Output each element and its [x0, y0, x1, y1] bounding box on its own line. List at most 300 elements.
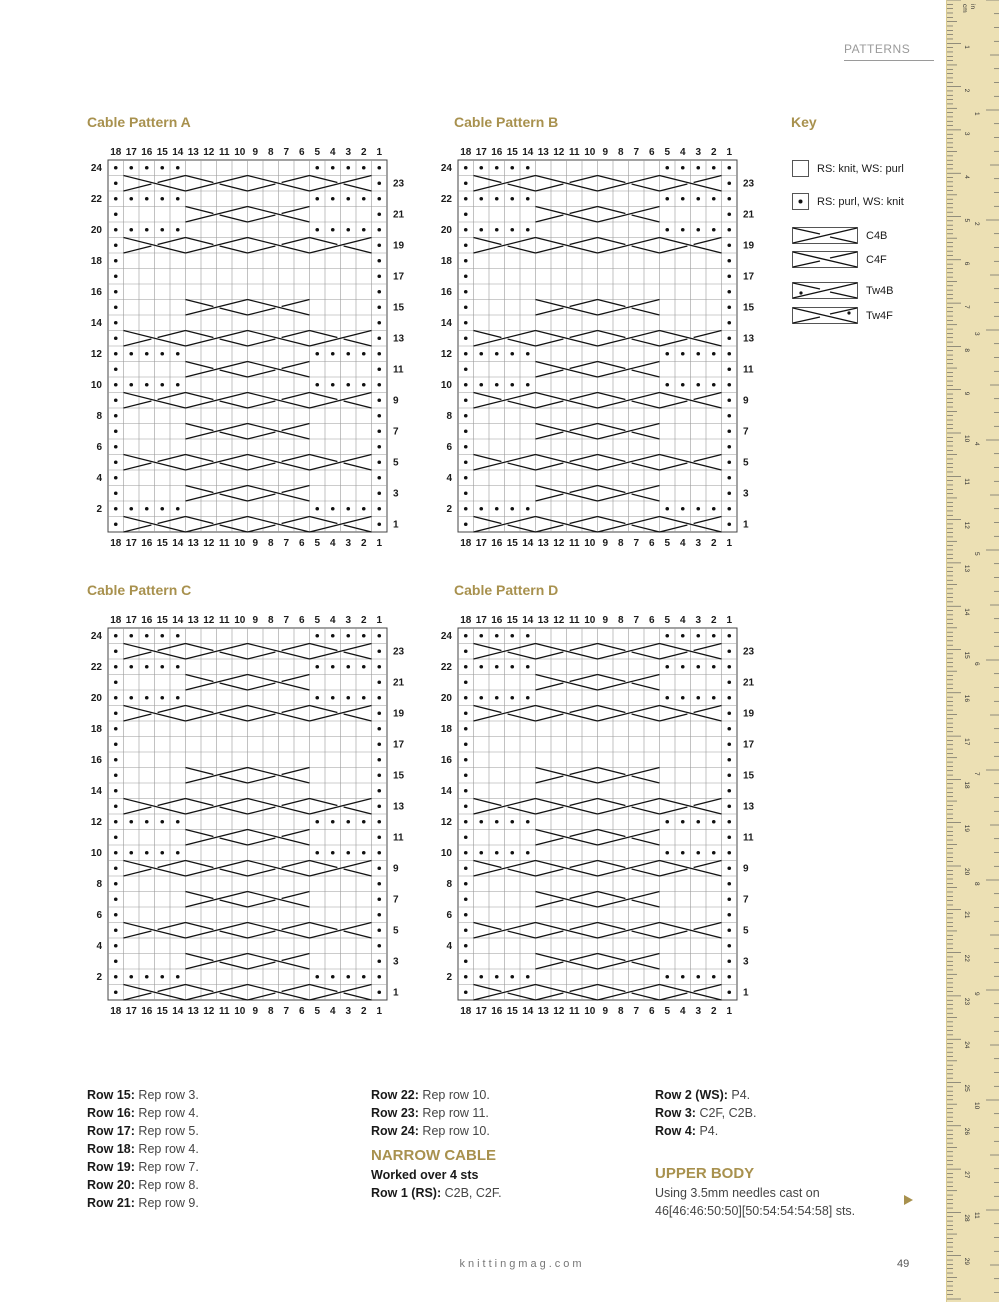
purl-dot [346, 352, 350, 356]
ruler-cm-label: 11 [963, 478, 970, 486]
purl-dot [526, 507, 530, 511]
purl-dot [114, 305, 118, 309]
ruler-inch-label: 5 [973, 552, 980, 556]
purl-dot [727, 649, 731, 653]
column-number: 1 [726, 1006, 733, 1017]
purl-dot [727, 522, 731, 526]
column-number: 7 [633, 538, 640, 549]
purl-dot [464, 290, 468, 294]
row-number: 12 [90, 816, 102, 828]
purl-dot [176, 383, 180, 387]
purl-dot [464, 429, 468, 433]
purl-dot [331, 851, 335, 855]
row-number: 13 [743, 801, 755, 813]
purl-dot [510, 665, 514, 669]
purl-dot [464, 773, 468, 777]
row-number: 21 [393, 677, 405, 689]
purl-dot [377, 897, 381, 901]
purl-dot [479, 820, 483, 824]
purl-dot [377, 321, 381, 325]
column-number: 10 [584, 615, 596, 626]
purl-dot [727, 383, 731, 387]
column-number: 2 [710, 538, 717, 549]
purl-dot [464, 445, 468, 449]
purl-dot [696, 228, 700, 232]
row-number: 21 [393, 209, 405, 221]
instruction-row: Row 22: Rep row 10. [371, 1088, 490, 1102]
column-number: 8 [617, 147, 624, 158]
purl-dot [510, 851, 514, 855]
purl-dot [377, 212, 381, 216]
column-number: 11 [218, 147, 230, 158]
column-number: 3 [695, 538, 702, 549]
purl-dot [145, 820, 149, 824]
row-number: 8 [446, 410, 452, 422]
purl-dot [315, 352, 319, 356]
purl-dot [346, 975, 350, 979]
purl-dot [696, 665, 700, 669]
column-number: 8 [267, 615, 274, 626]
purl-dot [114, 429, 118, 433]
purl-dot [479, 975, 483, 979]
instructions-col-1 [87, 1086, 199, 1212]
purl-dot [479, 665, 483, 669]
purl-dot [114, 398, 118, 402]
purl-dot [727, 212, 731, 216]
purl-dot [377, 944, 381, 948]
purl-dot [464, 742, 468, 746]
ruler-cm-label: 5 [963, 218, 970, 223]
purl-dot [377, 228, 381, 232]
purl-dot [727, 680, 731, 684]
purl-dot [727, 336, 731, 340]
row-number: 20 [440, 224, 452, 236]
column-number: 8 [617, 615, 624, 626]
purl-dot [464, 975, 468, 979]
purl-dot [129, 975, 133, 979]
purl-dot [114, 804, 118, 808]
purl-dot [727, 866, 731, 870]
purl-dot [362, 975, 366, 979]
purl-dot [464, 259, 468, 263]
column-number: 12 [203, 147, 215, 158]
purl-dot [315, 696, 319, 700]
row-number: 7 [743, 894, 749, 906]
purl-dot [727, 243, 731, 247]
purl-dot [727, 882, 731, 886]
ruler-cm-label: 1 [963, 45, 970, 49]
purl-dot [377, 398, 381, 402]
purl-dot [176, 820, 180, 824]
page-number: 49 [897, 1258, 910, 1270]
column-number: 12 [553, 538, 565, 549]
purl-dot [696, 975, 700, 979]
ruler-cm-label: 15 [963, 651, 970, 659]
row-number: 1 [743, 987, 749, 999]
row-number: 16 [90, 754, 102, 766]
column-number: 13 [537, 615, 549, 626]
row-number: 1 [393, 519, 399, 531]
column-number: 8 [267, 538, 274, 549]
purl-dot [114, 507, 118, 511]
purl-dot [727, 835, 731, 839]
purl-dot [362, 166, 366, 170]
ruler-inch-label: 2 [973, 222, 980, 226]
purl-dot [362, 507, 366, 511]
purl-dot [160, 507, 164, 511]
column-number: 16 [491, 538, 503, 549]
purl-dot [377, 975, 381, 979]
purl-dot [114, 727, 118, 731]
ruler-cm-label: 18 [963, 781, 970, 789]
column-number: 12 [553, 147, 565, 158]
purl-dot [495, 820, 499, 824]
purl-dot [114, 476, 118, 480]
purl-dot [160, 851, 164, 855]
purl-dot [526, 634, 530, 638]
purl-dot [377, 696, 381, 700]
column-number: 3 [695, 147, 702, 158]
row-number: 15 [393, 770, 405, 782]
column-number: 13 [187, 538, 199, 549]
column-number: 15 [506, 1006, 518, 1017]
column-number: 10 [584, 147, 596, 158]
column-number: 10 [584, 538, 596, 549]
column-number: 18 [460, 147, 472, 158]
column-number: 1 [376, 147, 383, 158]
column-number: 15 [156, 538, 168, 549]
column-number: 1 [726, 615, 733, 626]
chart-title-d: Cable Pattern D [454, 582, 559, 598]
purl-dot [346, 197, 350, 201]
row-number: 7 [393, 894, 399, 906]
column-number: 8 [267, 1006, 274, 1017]
purl-dot [526, 228, 530, 232]
footer-site: knittingmag.com [459, 1258, 585, 1270]
purl-dot [176, 851, 180, 855]
column-number: 16 [491, 1006, 503, 1017]
purl-dot [160, 634, 164, 638]
purl-dot [377, 491, 381, 495]
column-number: 14 [172, 1006, 184, 1017]
ruler-cm-label: 8 [963, 348, 970, 353]
purl-dot [114, 367, 118, 371]
row-number: 23 [393, 646, 405, 658]
purl-dot [727, 913, 731, 917]
purl-dot [160, 228, 164, 232]
column-number: 9 [602, 615, 609, 626]
purl-dot [510, 975, 514, 979]
row-number: 1 [393, 987, 399, 999]
row-number: 17 [743, 739, 755, 751]
row-number: 22 [90, 193, 102, 205]
purl-dot [315, 383, 319, 387]
column-number: 1 [376, 615, 383, 626]
key-item-c4f: C4F [792, 251, 887, 268]
narrow-cable-heading: NARROW CABLE [371, 1147, 496, 1164]
row-number: 20 [90, 692, 102, 704]
column-number: 7 [283, 1006, 290, 1017]
purl-dot [315, 975, 319, 979]
purl-dot [665, 634, 669, 638]
purl-dot [114, 758, 118, 762]
column-number: 6 [298, 538, 305, 549]
row-number: 10 [440, 847, 452, 859]
purl-dot [362, 197, 366, 201]
purl-dot [377, 197, 381, 201]
column-number: 1 [376, 1006, 383, 1017]
purl-dot [464, 398, 468, 402]
column-number: 6 [648, 147, 655, 158]
instruction-row: Row 20: Rep row 8. [87, 1178, 199, 1192]
purl-dot [346, 507, 350, 511]
column-number: 14 [172, 538, 184, 549]
purl-dot [377, 476, 381, 480]
purl-dot [114, 274, 118, 278]
purl-dot [377, 352, 381, 356]
row-number: 5 [743, 925, 749, 937]
purl-dot [114, 383, 118, 387]
purl-dot [727, 181, 731, 185]
purl-dot [114, 336, 118, 340]
purl-dot [377, 773, 381, 777]
row-number: 24 [440, 630, 452, 642]
c4b-icon [792, 227, 858, 244]
column-number: 4 [329, 615, 336, 626]
purl-dot [377, 820, 381, 824]
purl-dot [665, 820, 669, 824]
ruler-cm-label: 3 [963, 131, 970, 136]
column-number: 3 [345, 1006, 352, 1017]
purl-dot [696, 851, 700, 855]
purl-dot [176, 507, 180, 511]
row-number: 6 [446, 909, 452, 921]
purl-dot [160, 166, 164, 170]
column-number: 7 [283, 147, 290, 158]
row-number: 2 [96, 971, 102, 983]
row-number: 16 [440, 754, 452, 766]
key-item-tw4f: Tw4F [792, 307, 893, 324]
row-number: 11 [393, 832, 404, 844]
purl-dot [727, 789, 731, 793]
ruler-inch-label: 4 [973, 442, 980, 446]
continue-arrow-icon [904, 1195, 913, 1205]
purl-dot [129, 665, 133, 669]
purl-dot [495, 975, 499, 979]
row-number: 5 [393, 925, 399, 937]
purl-dot [114, 228, 118, 232]
row-number: 15 [393, 302, 405, 314]
column-number: 15 [156, 615, 168, 626]
ruler-inch-label: 7 [973, 772, 980, 776]
instruction-row: Row 4: P4. [655, 1124, 719, 1138]
column-number: 17 [125, 147, 137, 158]
purl-dot [727, 429, 731, 433]
ruler-cm-label: 22 [963, 954, 970, 962]
row-number: 20 [440, 692, 452, 704]
purl-dot [331, 507, 335, 511]
purl-dot [160, 696, 164, 700]
purl-dot [464, 460, 468, 464]
column-number: 8 [617, 538, 624, 549]
purl-dot [665, 507, 669, 511]
purl-dot [145, 975, 149, 979]
purl-dot [479, 197, 483, 201]
purl-dot [377, 305, 381, 309]
purl-dot [464, 882, 468, 886]
purl-dot [526, 352, 530, 356]
purl-dot [331, 665, 335, 669]
purl-dot [495, 383, 499, 387]
row-number: 2 [96, 503, 102, 515]
instruction-row: Row 23: Rep row 11. [371, 1106, 489, 1120]
purl-dot [114, 445, 118, 449]
row-number: 1 [743, 519, 749, 531]
column-number: 10 [234, 147, 246, 158]
purl-dot [464, 414, 468, 418]
column-number: 12 [203, 615, 215, 626]
cable-chart-d [430, 606, 775, 1036]
column-number: 8 [617, 1006, 624, 1017]
purl-dot [346, 166, 350, 170]
purl-dot [377, 959, 381, 963]
row-number: 16 [440, 286, 452, 298]
row-number: 19 [743, 240, 755, 252]
column-number: 10 [584, 1006, 596, 1017]
column-number: 11 [218, 1006, 230, 1017]
row-number: 6 [96, 909, 102, 921]
purl-dot [510, 352, 514, 356]
purl-dot [727, 990, 731, 994]
row-number: 12 [440, 348, 452, 360]
purl-dot [510, 696, 514, 700]
purl-dot [114, 928, 118, 932]
purl-dot [681, 820, 685, 824]
instruction-row: Row 3: C2F, C2B. [655, 1106, 757, 1120]
purl-dot [464, 665, 468, 669]
purl-dot [727, 507, 731, 511]
row-number: 18 [440, 723, 452, 735]
purl-dot [681, 665, 685, 669]
purl-dot [681, 352, 685, 356]
purl-dot [464, 305, 468, 309]
row-number: 14 [90, 317, 102, 329]
purl-dot [346, 851, 350, 855]
purl-dot [377, 835, 381, 839]
column-number: 3 [345, 538, 352, 549]
purl-dot [479, 383, 483, 387]
purl-dot [346, 228, 350, 232]
key-item-knit: RS: knit, WS: purl [792, 160, 904, 177]
purl-dot [114, 649, 118, 653]
row-number: 22 [440, 193, 452, 205]
purl-dot [362, 820, 366, 824]
column-number: 4 [679, 615, 686, 626]
ruler-cm-label: 17 [963, 738, 970, 746]
column-number: 2 [360, 615, 367, 626]
instruction-row: Row 17: Rep row 5. [87, 1124, 199, 1138]
purl-dot [464, 166, 468, 170]
purl-dot [377, 181, 381, 185]
purl-dot [377, 166, 381, 170]
column-number: 5 [314, 538, 321, 549]
purl-dot [377, 665, 381, 669]
column-number: 15 [156, 147, 168, 158]
purl-dot [129, 352, 133, 356]
chart-title-c: Cable Pattern C [87, 582, 192, 598]
purl-dot [727, 259, 731, 263]
instruction-row: Row 2 (WS): P4. [655, 1088, 751, 1102]
purl-dot [114, 166, 118, 170]
dot-square-icon [792, 193, 809, 210]
purl-dot [727, 820, 731, 824]
purl-dot [712, 228, 716, 232]
purl-dot [114, 913, 118, 917]
purl-dot [495, 665, 499, 669]
purl-dot [727, 634, 731, 638]
purl-dot [510, 228, 514, 232]
purl-dot [331, 383, 335, 387]
purl-dot [114, 835, 118, 839]
purl-dot [727, 944, 731, 948]
column-number: 7 [283, 538, 290, 549]
purl-dot [495, 696, 499, 700]
purl-dot [727, 290, 731, 294]
purl-dot [160, 197, 164, 201]
column-number: 16 [141, 1006, 153, 1017]
purl-dot [464, 212, 468, 216]
purl-dot [377, 460, 381, 464]
ruler-scale [947, 0, 999, 1302]
purl-dot [315, 197, 319, 201]
row-number: 24 [90, 630, 102, 642]
purl-dot [510, 383, 514, 387]
purl-dot [377, 727, 381, 731]
purl-dot [727, 851, 731, 855]
purl-dot [526, 665, 530, 669]
column-number: 17 [125, 538, 137, 549]
purl-dot [665, 975, 669, 979]
purl-dot [727, 228, 731, 232]
purl-dot [495, 197, 499, 201]
purl-dot [727, 445, 731, 449]
upper-body-line-2: 46[46:46:50:50][50:54:54:54:58] sts. [655, 1204, 856, 1218]
upper-body-line-1: Using 3.5mm needles cast on [655, 1186, 820, 1200]
purl-dot [727, 476, 731, 480]
column-number: 9 [252, 615, 259, 626]
column-number: 4 [679, 538, 686, 549]
row-number: 9 [393, 863, 399, 875]
column-number: 4 [679, 1006, 686, 1017]
column-number: 14 [172, 615, 184, 626]
row-number: 16 [90, 286, 102, 298]
column-number: 11 [218, 538, 230, 549]
column-number: 12 [203, 1006, 215, 1017]
row-number: 14 [440, 317, 452, 329]
column-number: 2 [710, 615, 717, 626]
column-number: 7 [283, 615, 290, 626]
purl-dot [362, 851, 366, 855]
purl-dot [129, 383, 133, 387]
purl-dot [727, 491, 731, 495]
purl-dot [464, 352, 468, 356]
column-number: 4 [329, 538, 336, 549]
purl-dot [362, 634, 366, 638]
purl-dot [510, 507, 514, 511]
column-number: 5 [664, 538, 671, 549]
ruler-cm-label: 7 [963, 305, 970, 309]
ruler-inch-label: 9 [973, 992, 980, 996]
